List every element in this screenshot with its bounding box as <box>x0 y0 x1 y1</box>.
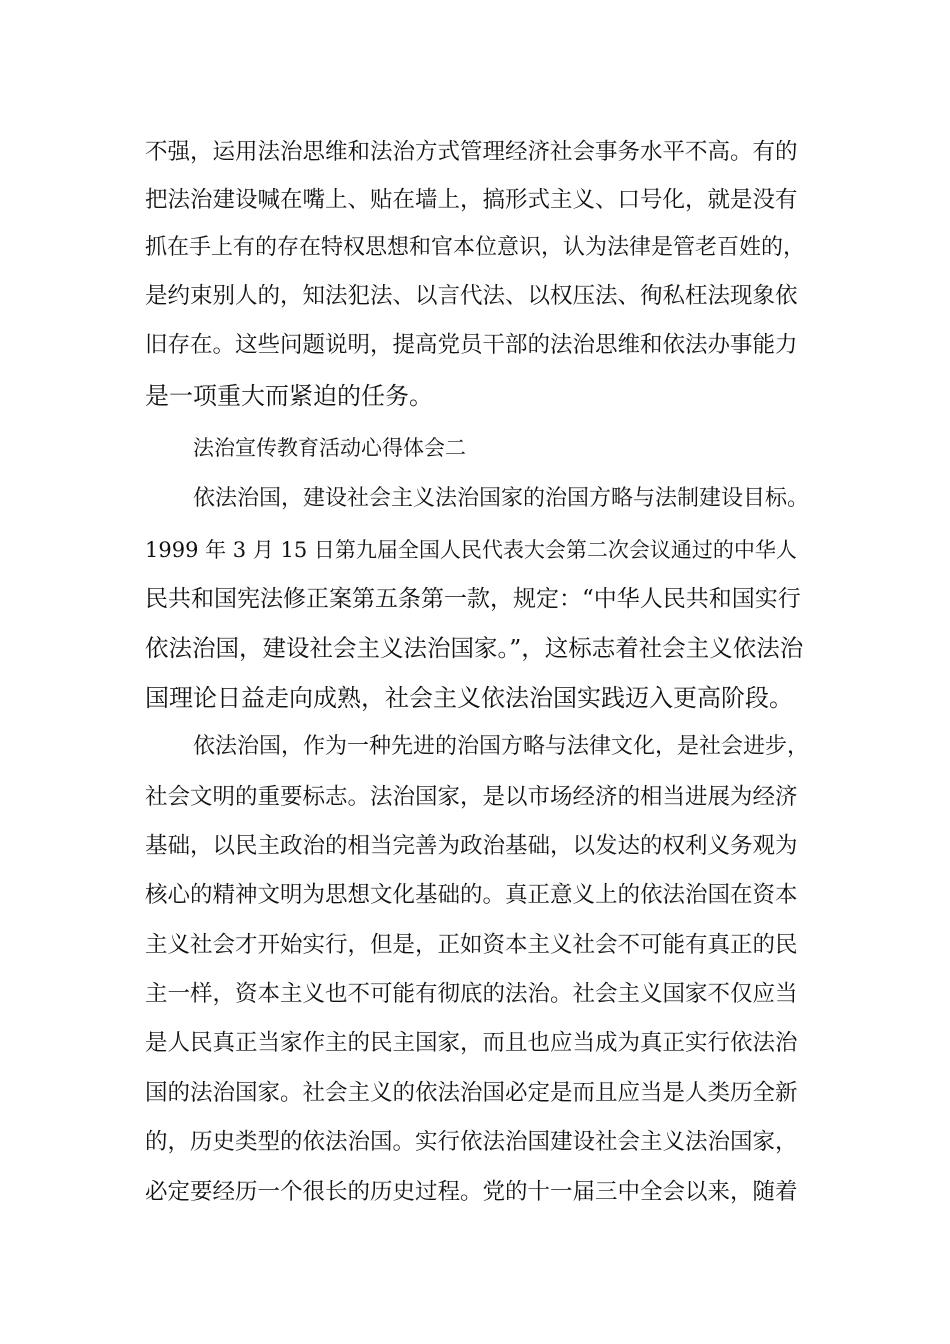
paragraph-line: 民共和国宪法修正案第五条第一款，规定：“中华人民共和国实行 <box>145 586 801 612</box>
paragraph-line: 依法治国，建设社会主义法治国家。”，这标志着社会主义依法治 <box>145 634 804 662</box>
paragraph-line: 是约束别人的，知法犯法、以言代法、以权压法、徇私枉法现象依 <box>145 283 798 309</box>
paragraph-line: 1999 年 3 月 15 日第九届全国人民代表大会第二次会议通过的中华人 <box>145 538 797 562</box>
paragraph-line: 基础，以民主政治的相当完善为政治基础，以发达的权利义务观为 <box>145 833 798 859</box>
paragraph-line: 不强，运用法治思维和法治方式管理经济社会事务水平不高。有的 <box>145 139 798 165</box>
paragraph-line: 依法治国，作为一种先进的治国方略与法律文化，是社会进步， <box>193 734 810 759</box>
paragraph-line: 必定要经历一个很长的历史过程。党的十一届三中全会以来，随着 <box>145 1179 798 1205</box>
paragraph-line: 主一样，资本主义也不可能有彻底的法治。社会主义国家不仅应当 <box>145 981 798 1007</box>
paragraph-line: 旧存在。这些问题说明，提高党员干部的法治思维和依法办事能力 <box>145 332 798 358</box>
paragraph-line: 是一项重大而紧迫的任务。 <box>145 382 433 410</box>
paragraph-line: 国理论日益走向成熟，社会主义依法治国实践迈入更高阶段。 <box>145 684 793 712</box>
paragraph-line: 主义社会才开始实行，但是，正如资本主义社会不可能有真正的民 <box>145 932 798 958</box>
paragraph-line: 依法治国，建设社会主义法治国家的治国方略与法制建设目标。 <box>193 486 810 511</box>
paragraph-line: 国的法治国家。社会主义的依法治国必定是而且应当是人类历全新 <box>145 1080 798 1106</box>
paragraph-line: 抓在手上有的存在特权思想和官本位意识，认为法律是管老百姓的， <box>145 235 806 260</box>
paragraph-line: 的，历史类型的依法治国。实行依法治国建设社会主义法治国家， <box>145 1129 798 1155</box>
section-heading: 法治宣传教育活动心得体会二 <box>193 436 466 460</box>
paragraph-line: 是人民真正当家作主的民主国家，而且也应当成为真正实行依法治 <box>145 1030 798 1056</box>
paragraph-line: 社会文明的重要标志。法治国家，是以市场经济的相当进展为经济 <box>145 784 798 810</box>
paragraph-line: 核心的精神文明为思想文化基础的。真正意义上的依法治国在资本 <box>145 882 798 908</box>
paragraph-line: 把法治建设喊在嘴上、贴在墙上，搞形式主义、口号化，就是没有 <box>145 187 798 213</box>
